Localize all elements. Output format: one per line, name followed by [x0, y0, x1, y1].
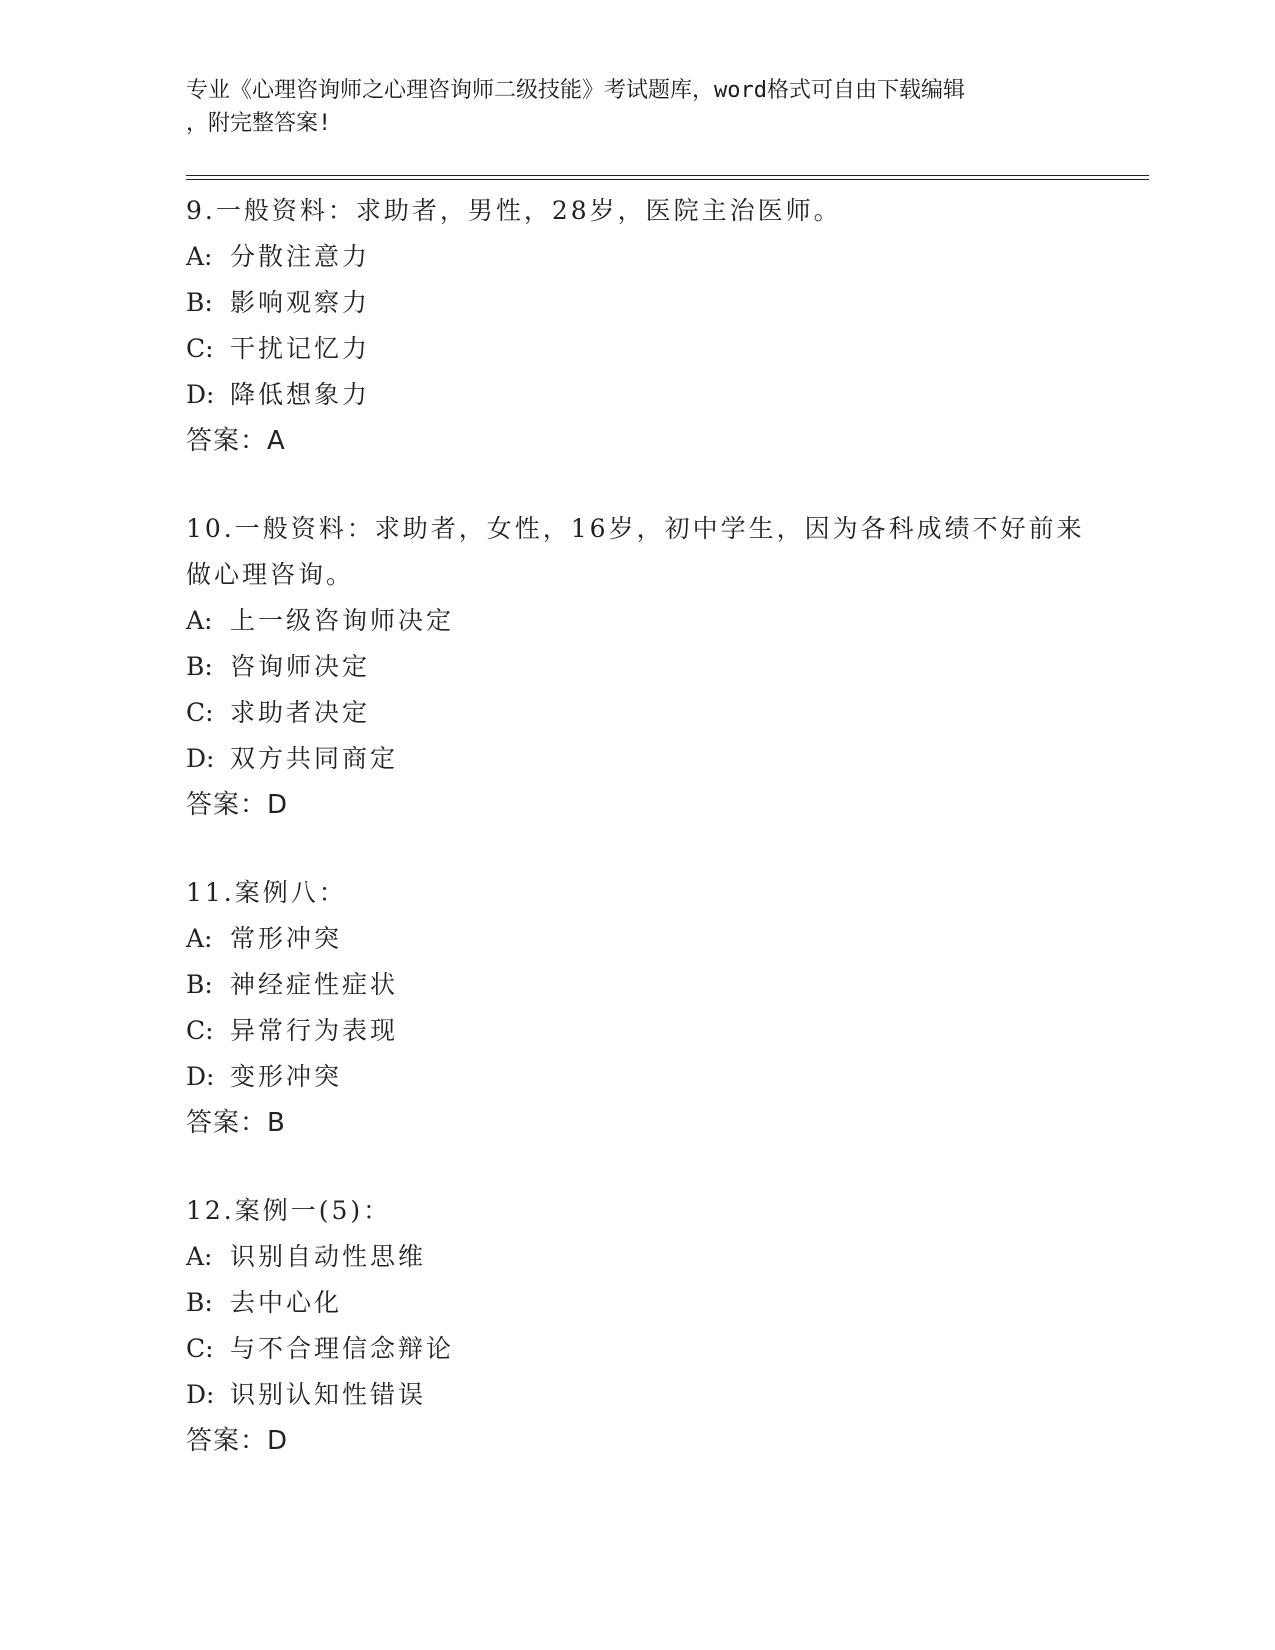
- option-key: A:: [186, 1242, 213, 1271]
- answer-line: 答案：D: [186, 790, 289, 820]
- option-key: C:: [186, 334, 214, 363]
- question-item: [186, 1188, 1086, 1464]
- option-c: [186, 1326, 1086, 1372]
- option-text: 神经症性症状: [230, 970, 399, 999]
- option-key: B:: [186, 288, 213, 317]
- option-key: D:: [186, 1062, 215, 1091]
- option-text: 求助者决定: [230, 698, 371, 727]
- option-key: A:: [186, 606, 213, 635]
- option-d: [186, 372, 1086, 418]
- question-stem: 12.案例一(5)：: [186, 1196, 392, 1225]
- option-key: D:: [186, 380, 215, 409]
- option-key: B:: [186, 1288, 213, 1317]
- option-text: 去中心化: [230, 1288, 343, 1317]
- option-d: [186, 1372, 1086, 1418]
- question-stem: 10.一般资料：求助者，女性，16岁，初中学生，因为各科成绩不好前来做心理咨询。: [186, 514, 1085, 589]
- option-b: [186, 280, 1086, 326]
- option-a: [186, 234, 1086, 280]
- option-c: [186, 1008, 1086, 1054]
- option-c: [186, 690, 1086, 736]
- option-text: 干扰记忆力: [230, 334, 371, 363]
- option-key: C:: [186, 1334, 214, 1363]
- question-stem: 9.一般资料：求助者，男性，28岁，医院主治医师。: [186, 196, 842, 225]
- question-item: [186, 188, 1086, 464]
- header-title-line-2: ，附完整答案!: [186, 111, 332, 136]
- option-b: [186, 962, 1086, 1008]
- option-b: [186, 1280, 1086, 1326]
- option-text: 双方共同商定: [230, 744, 399, 773]
- document-header: [186, 74, 1066, 140]
- answer-line: 答案：B: [186, 1108, 286, 1138]
- option-d: [186, 736, 1086, 782]
- option-text: 咨询师决定: [230, 652, 371, 681]
- option-text: 上一级咨询师决定: [230, 606, 455, 635]
- option-a: [186, 1234, 1086, 1280]
- option-key: D:: [186, 744, 215, 773]
- question-item: [186, 870, 1086, 1146]
- option-c: [186, 326, 1086, 372]
- option-b: [186, 644, 1086, 690]
- option-a: [186, 916, 1086, 962]
- option-text: 识别认知性错误: [230, 1380, 427, 1409]
- option-key: C:: [186, 1016, 214, 1045]
- option-key: D:: [186, 1380, 215, 1409]
- option-text: 分散注意力: [230, 242, 371, 271]
- header-divider-bottom: [186, 179, 1149, 180]
- option-key: C:: [186, 698, 214, 727]
- question-item: [186, 506, 1086, 828]
- question-stem: 11.案例八：: [186, 878, 347, 907]
- option-text: 识别自动性思维: [230, 1242, 427, 1271]
- option-text: 影响观察力: [230, 288, 371, 317]
- option-d: [186, 1054, 1086, 1100]
- option-key: B:: [186, 652, 213, 681]
- option-text: 常形冲突: [230, 924, 343, 953]
- option-a: [186, 598, 1086, 644]
- option-text: 与不合理信念辩论: [230, 1334, 455, 1363]
- header-divider-top: [186, 175, 1149, 176]
- option-key: A:: [186, 924, 213, 953]
- option-key: B:: [186, 970, 213, 999]
- option-text: 降低想象力: [230, 380, 371, 409]
- answer-line: 答案：A: [186, 426, 286, 456]
- option-key: A:: [186, 242, 213, 271]
- question-list: [186, 188, 1086, 1506]
- option-text: 变形冲突: [230, 1062, 343, 1091]
- header-title-line-1: 专业《心理咨询师之心理咨询师二级技能》考试题库，word格式可自由下载编辑: [186, 78, 965, 103]
- option-text: 异常行为表现: [230, 1016, 399, 1045]
- answer-line: 答案：D: [186, 1426, 289, 1456]
